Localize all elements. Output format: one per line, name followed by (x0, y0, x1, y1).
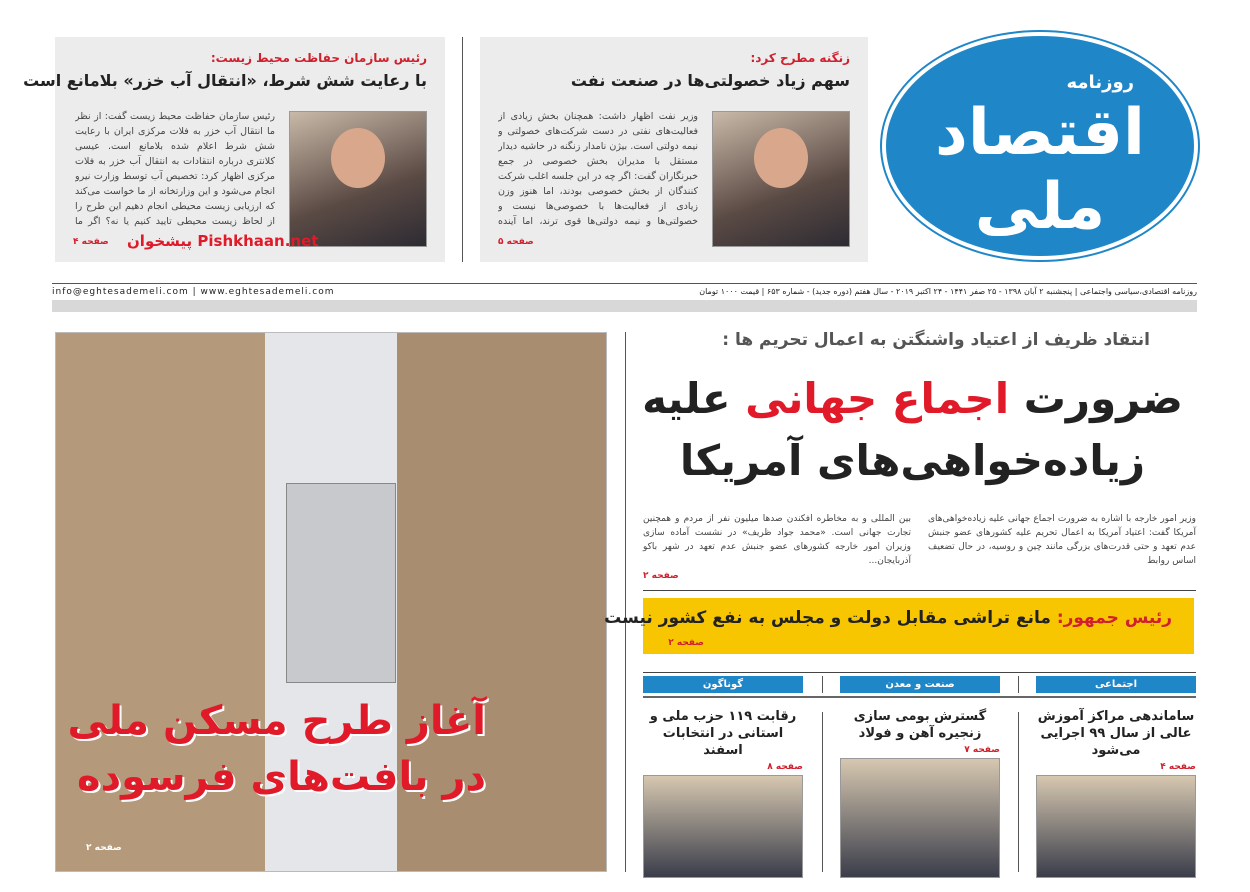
page-ref[interactable]: صفحه ۷ (964, 745, 1000, 755)
president-banner[interactable] (604, 598, 1194, 654)
banner-label: رئیس جمهور: (1056, 608, 1172, 628)
lead-subtitle: انتقاد ظریف از اعتیاد واشنگتن به اعمال تحریم ها : (722, 330, 1150, 350)
issue-info: روزنامه اقتصادی،سیاسی واجتماعی | پنجشنبه ۲ آبان ۱۳۹۸ - ۲۵ صفر ۱۴۴۱ - ۲۴ اکتبر ۲۰۱۹ - سال هفتم (دوره جدید) - شماره ۶۵۳ | قیمت ۱۰۰۰ تومان (699, 287, 1197, 296)
story-title[interactable]: سهم زیاد خصولتی‌ها در صنعت نفت (570, 71, 850, 90)
lead-body (643, 512, 1196, 581)
page-ref[interactable]: صفحه ۲ (86, 843, 122, 853)
story-photo (712, 111, 850, 247)
lead-body-col1: وزیر امور خارجه با اشاره به ضرورت اجماع جهانی علیه زیاده‌خواهی‌های آمریکا گفت: اعتیاد آمریکا به اعمال تحریم علیه کشورهای عضو جنبش عدم تعهد و حتی قدرت‌های بزرگی مانند چین و روسیه، در حال تضعیف اساس روابط (928, 514, 1196, 566)
section-industry[interactable]: صنعت و معدن (840, 676, 1000, 693)
hero-title[interactable]: آغاز طرح مسکن ملی در بافت‌های فرسوده (67, 698, 486, 800)
hero-photo-story[interactable] (55, 332, 607, 872)
page-ref[interactable]: صفحه ۸ (767, 762, 803, 772)
watermark: پیشخوان Pishkhaan.net (127, 232, 319, 250)
story-body: رئیس سازمان حفاظت محیط زیست گفت: از نظر ما انتقال آب خزر به فلات مرکزی ایران با رعایت شش شرط اعلام شده بلامانع است. عیسی کلانتری درباره انتقادات به انتقال آب خزر به فلات مرکزی اظهار کرد: تخصیص آب توسط وزارت نیرو انجام می‌شود و این وزارتخانه از ما خواست می‌کند که ارزیابی زیست محیطی انجام دهیم این طرح را از لحاظ زیست محیطی تایید کنیم یا نه؟ اگر ما (75, 111, 275, 227)
story-body: وزیر نفت اظهار داشت: همچنان بخش زیادی از فعالیت‌های نفتی در دست شرکت‌های خصولتی و نیمه دولتی است. بیژن نامدار زنگنه در حاشیه دیدار مستقل با مدیران بخش خصوصی در جمع خبرنگاران گفت: اگر چه در این جلسه اغلب شرکت کنندگان از بخش خصوصی بودند، اما هنوز وزن زیادی از فعالیت‌ها با خصوصی‌ها نیست و خصولتی‌ها و نیمه دولتی‌ها قوی ترند، اما آینده (498, 111, 698, 227)
page-ref[interactable]: صفحه ۲ (643, 571, 679, 581)
divider (625, 332, 626, 872)
section-story-misc[interactable] (643, 708, 803, 878)
section-photo (840, 758, 1000, 878)
page-ref[interactable]: صفحه ۲ (668, 638, 704, 648)
page-ref[interactable]: صفحه ۵ (498, 237, 534, 247)
gray-band (52, 300, 1197, 312)
logo-title: اقتصاد ملی (935, 96, 1145, 244)
contact-info: info@eghtesademeli.com | www.eghtesademeli.com (52, 286, 335, 297)
section-story-industry[interactable] (840, 708, 1000, 878)
story-photo (289, 111, 427, 247)
logo-subtitle: روزنامه (1066, 72, 1134, 93)
page-ref[interactable]: صفحه ۴ (1160, 762, 1196, 772)
section-story-social[interactable] (1036, 708, 1196, 878)
banner-text: مانع تراشی مقابل دولت و مجلس به نفع کشور نیست (604, 608, 1057, 628)
kicker: زنگنه مطرح کرد: (750, 51, 850, 65)
page-ref[interactable]: صفحه ۴ (73, 237, 109, 247)
divider (643, 590, 1196, 591)
story-title[interactable]: با رعایت شش شرط، «انتقال آب خزر» بلامانع است (23, 71, 427, 90)
section-story-title[interactable]: ساماندهی مراکز آموزش عالی از سال ۹۹ اجرایی می‌شود (1037, 709, 1195, 758)
section-story-title[interactable]: رقابت ۱۱۹ حزب ملی و استانی در انتخابات اسفند (649, 709, 797, 758)
building-image (286, 483, 396, 683)
kicker: رئیس سازمان حفاظت محیط زیست: (210, 51, 427, 65)
section-misc[interactable]: گوناگون (643, 676, 803, 693)
lead-body-col2: بین المللی و به مخاطره افکندن صدها میلیون نفر از مردم و همچنین تجارت جهانی است. «محمد جواد ظریف» در نشست آماده سازی وزیران امور خارجه کشورهای عضو جنبش عدم تعهد در شهر باکو آذربایجان... (643, 514, 911, 566)
section-story-title[interactable]: گسترش بومی سازی زنجیره آهن و فولاد (853, 709, 987, 741)
newspaper-logo (882, 32, 1198, 260)
top-story-caspian[interactable] (23, 37, 445, 262)
lead-headline[interactable]: ضرورت اجماع جهانی علیه زیاده‌خواهی‌های آمریکا (642, 374, 1183, 485)
top-story-oil[interactable] (480, 37, 868, 262)
divider (462, 37, 463, 262)
section-photo (643, 775, 803, 878)
info-bar (52, 283, 1197, 299)
section-social[interactable]: اجتماعی (1036, 676, 1196, 693)
section-photo (1036, 775, 1196, 878)
